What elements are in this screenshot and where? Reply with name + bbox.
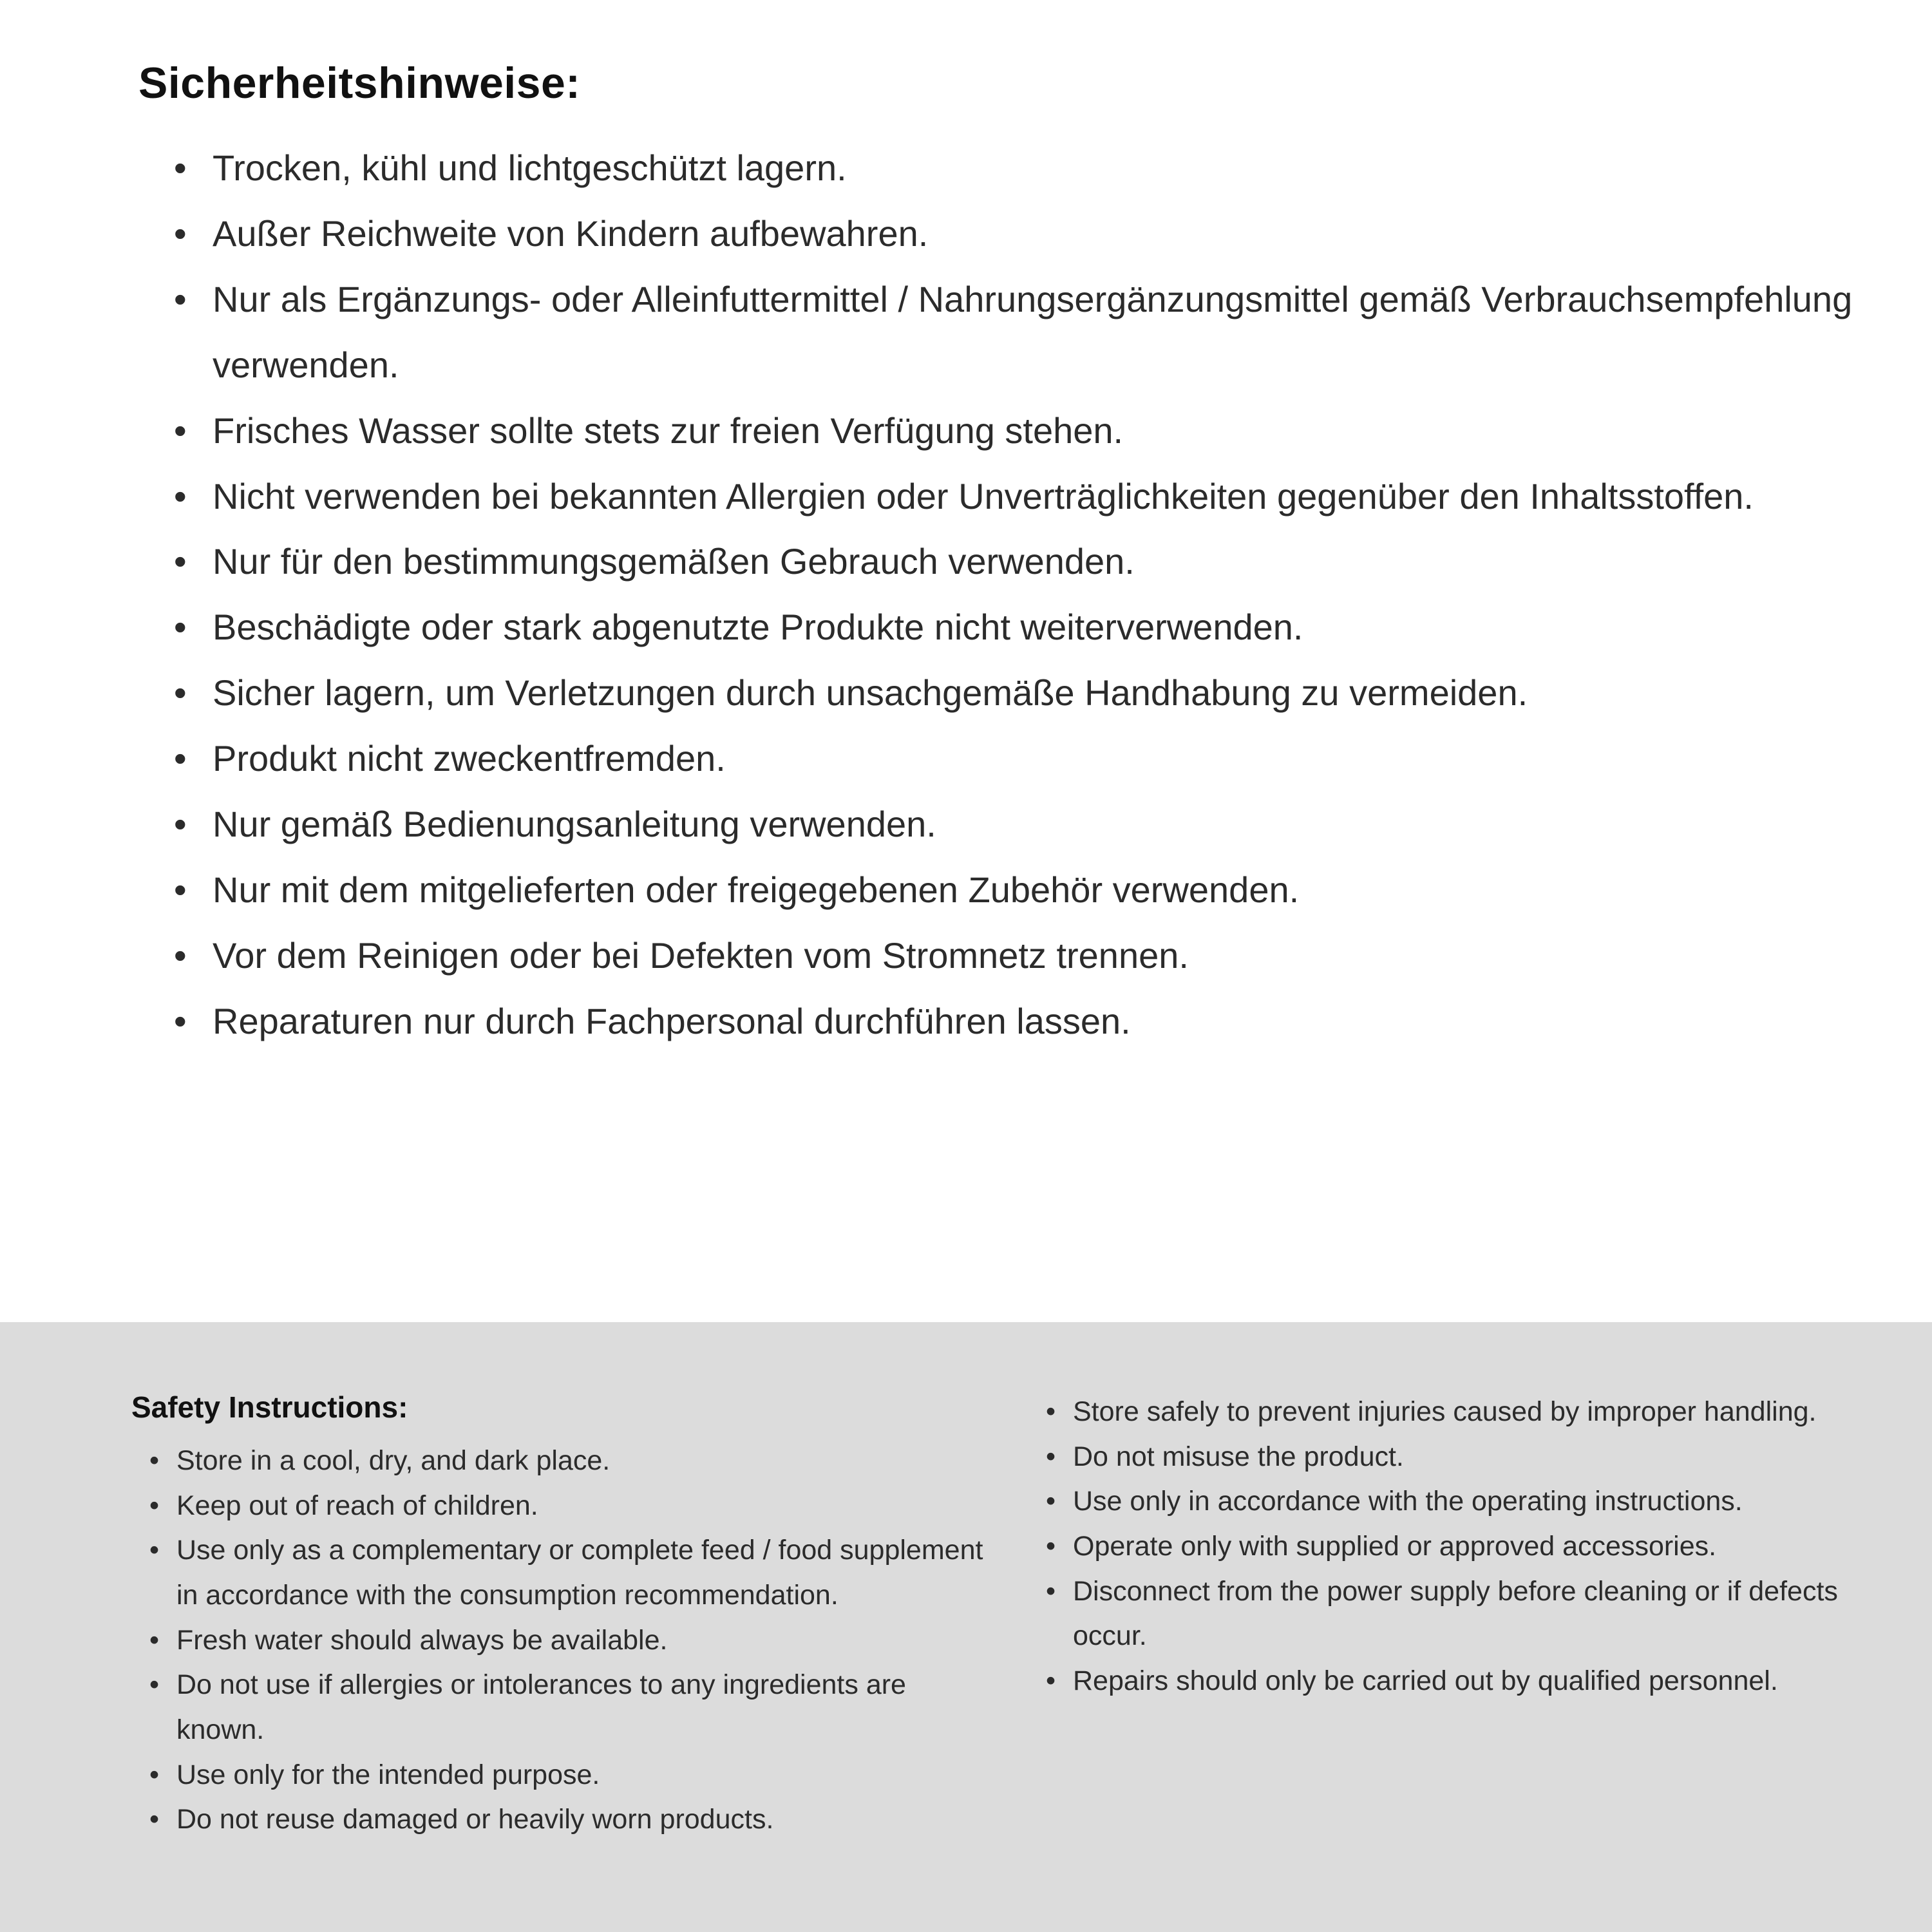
english-section-title: Safety Instructions: xyxy=(131,1390,408,1424)
list-item-text: Disconnect from the power supply before cleaning or if defects occur. xyxy=(1073,1575,1838,1652)
bullet-icon: • xyxy=(1046,1441,1056,1472)
bullet-icon: • xyxy=(149,1804,160,1835)
list-item xyxy=(138,726,1861,791)
bullet-icon: • xyxy=(174,738,187,779)
bullet-icon: • xyxy=(174,1000,187,1041)
bullet-icon: • xyxy=(149,1759,160,1790)
bullet-icon: • xyxy=(149,1445,160,1476)
list-item xyxy=(138,529,1861,594)
list-item xyxy=(1046,1524,1861,1569)
bullet-icon: • xyxy=(174,475,187,516)
list-item-text: Keep out of reach of children. xyxy=(176,1490,538,1521)
english-left-list xyxy=(131,1439,1001,1842)
bullet-icon: • xyxy=(1046,1575,1056,1607)
bullet-icon: • xyxy=(174,410,187,451)
bullet-icon: • xyxy=(174,672,187,714)
list-item-text: Sicher lagern, um Verletzungen durch unsachgemäße Handhabung zu vermeiden. xyxy=(213,672,1528,714)
list-item xyxy=(1046,1435,1861,1480)
english-safety-section xyxy=(0,1322,1932,1932)
list-item-text: Nicht verwenden bei bekannten Allergien oder Unverträglichkeiten gegenüber den Inhaltsstoffen. xyxy=(213,475,1754,516)
bullet-icon: • xyxy=(174,934,187,976)
list-item xyxy=(131,1618,1001,1663)
bullet-icon: • xyxy=(174,147,187,188)
list-item-text: Außer Reichweite von Kindern aufbewahren. xyxy=(213,213,929,254)
list-item-text: Trocken, kühl und lichtgeschützt lagern. xyxy=(213,147,847,188)
bullet-icon: • xyxy=(149,1535,160,1566)
bullet-icon: • xyxy=(149,1669,160,1701)
list-item xyxy=(138,135,1861,201)
english-left-column xyxy=(131,1390,1001,1842)
german-section-title: Sicherheitshinweise: xyxy=(138,59,581,108)
english-columns xyxy=(131,1390,1861,1842)
bullet-icon: • xyxy=(174,541,187,582)
list-item-text: Reparaturen nur durch Fachpersonal durchführen lassen. xyxy=(213,1000,1131,1041)
bullet-icon: • xyxy=(149,1624,160,1656)
bullet-icon: • xyxy=(174,278,187,319)
list-item-text: Nur für den bestimmungsgemäßen Gebrauch verwenden. xyxy=(213,541,1135,582)
list-item xyxy=(138,923,1861,989)
list-item xyxy=(131,1797,1001,1842)
list-item xyxy=(138,594,1861,660)
list-item-text: Store safely to prevent injuries caused by improper handling. xyxy=(1073,1396,1817,1427)
list-item xyxy=(1046,1479,1861,1524)
bullet-icon: • xyxy=(174,869,187,910)
list-item-text: Beschädigte oder stark abgenutzte Produkte nicht weiterverwenden. xyxy=(213,607,1303,648)
list-item-text: Nur mit dem mitgelieferten oder freigegebenen Zubehör verwenden. xyxy=(213,869,1300,910)
bullet-icon: • xyxy=(174,804,187,845)
list-item xyxy=(138,267,1861,398)
bullet-icon: • xyxy=(174,213,187,254)
list-item xyxy=(131,1753,1001,1798)
list-item xyxy=(131,1484,1001,1529)
list-item xyxy=(138,660,1861,726)
list-item-text: Nur gemäß Bedienungsanleitung verwenden. xyxy=(213,804,936,845)
list-item-text: Fresh water should always be available. xyxy=(176,1624,668,1656)
bullet-icon: • xyxy=(1046,1486,1056,1517)
bullet-icon: • xyxy=(1046,1530,1056,1562)
list-item xyxy=(131,1439,1001,1484)
list-item-text: Produkt nicht zweckentfremden. xyxy=(213,738,726,779)
list-item-text: Use only for the intended purpose. xyxy=(176,1759,600,1790)
list-item xyxy=(138,464,1861,529)
german-safety-section xyxy=(138,58,1861,1054)
list-item-text: Vor dem Reinigen oder bei Defekten vom Stromnetz trennen. xyxy=(213,934,1189,976)
list-item xyxy=(138,857,1861,923)
bullet-icon: • xyxy=(174,607,187,648)
english-right-list xyxy=(1046,1390,1861,1704)
list-item-text: Store in a cool, dry, and dark place. xyxy=(176,1445,611,1476)
list-item xyxy=(138,398,1861,464)
list-item xyxy=(131,1663,1001,1752)
list-item-text: Operate only with supplied or approved accessories. xyxy=(1073,1530,1717,1562)
list-item xyxy=(1046,1390,1861,1435)
list-item-text: Repairs should only be carried out by qualified personnel. xyxy=(1073,1665,1778,1696)
list-item-text: Do not reuse damaged or heavily worn products. xyxy=(176,1804,774,1835)
list-item xyxy=(138,201,1861,267)
list-item-text: Do not use if allergies or intolerances to any ingredients are known. xyxy=(176,1669,906,1745)
list-item xyxy=(1046,1569,1861,1659)
english-right-column xyxy=(1046,1390,1861,1842)
list-item-text: Frisches Wasser sollte stets zur freien Verfügung stehen. xyxy=(213,410,1124,451)
list-item xyxy=(131,1528,1001,1618)
list-item-text: Do not misuse the product. xyxy=(1073,1441,1404,1472)
list-item-text: Use only in accordance with the operating instructions. xyxy=(1073,1486,1743,1517)
list-item-text: Use only as a complementary or complete feed / food supplement in accordance with the consumption recommendation. xyxy=(176,1535,983,1611)
german-safety-list xyxy=(138,135,1861,1054)
bullet-icon: • xyxy=(1046,1665,1056,1696)
list-item xyxy=(138,989,1861,1054)
list-item xyxy=(1046,1659,1861,1704)
list-item xyxy=(138,791,1861,857)
bullet-icon: • xyxy=(149,1490,160,1521)
bullet-icon: • xyxy=(1046,1396,1056,1427)
list-item-text: Nur als Ergänzungs- oder Alleinfuttermittel / Nahrungsergänzungsmittel gemäß Verbrauchsempfehlung verwenden. xyxy=(213,278,1853,385)
